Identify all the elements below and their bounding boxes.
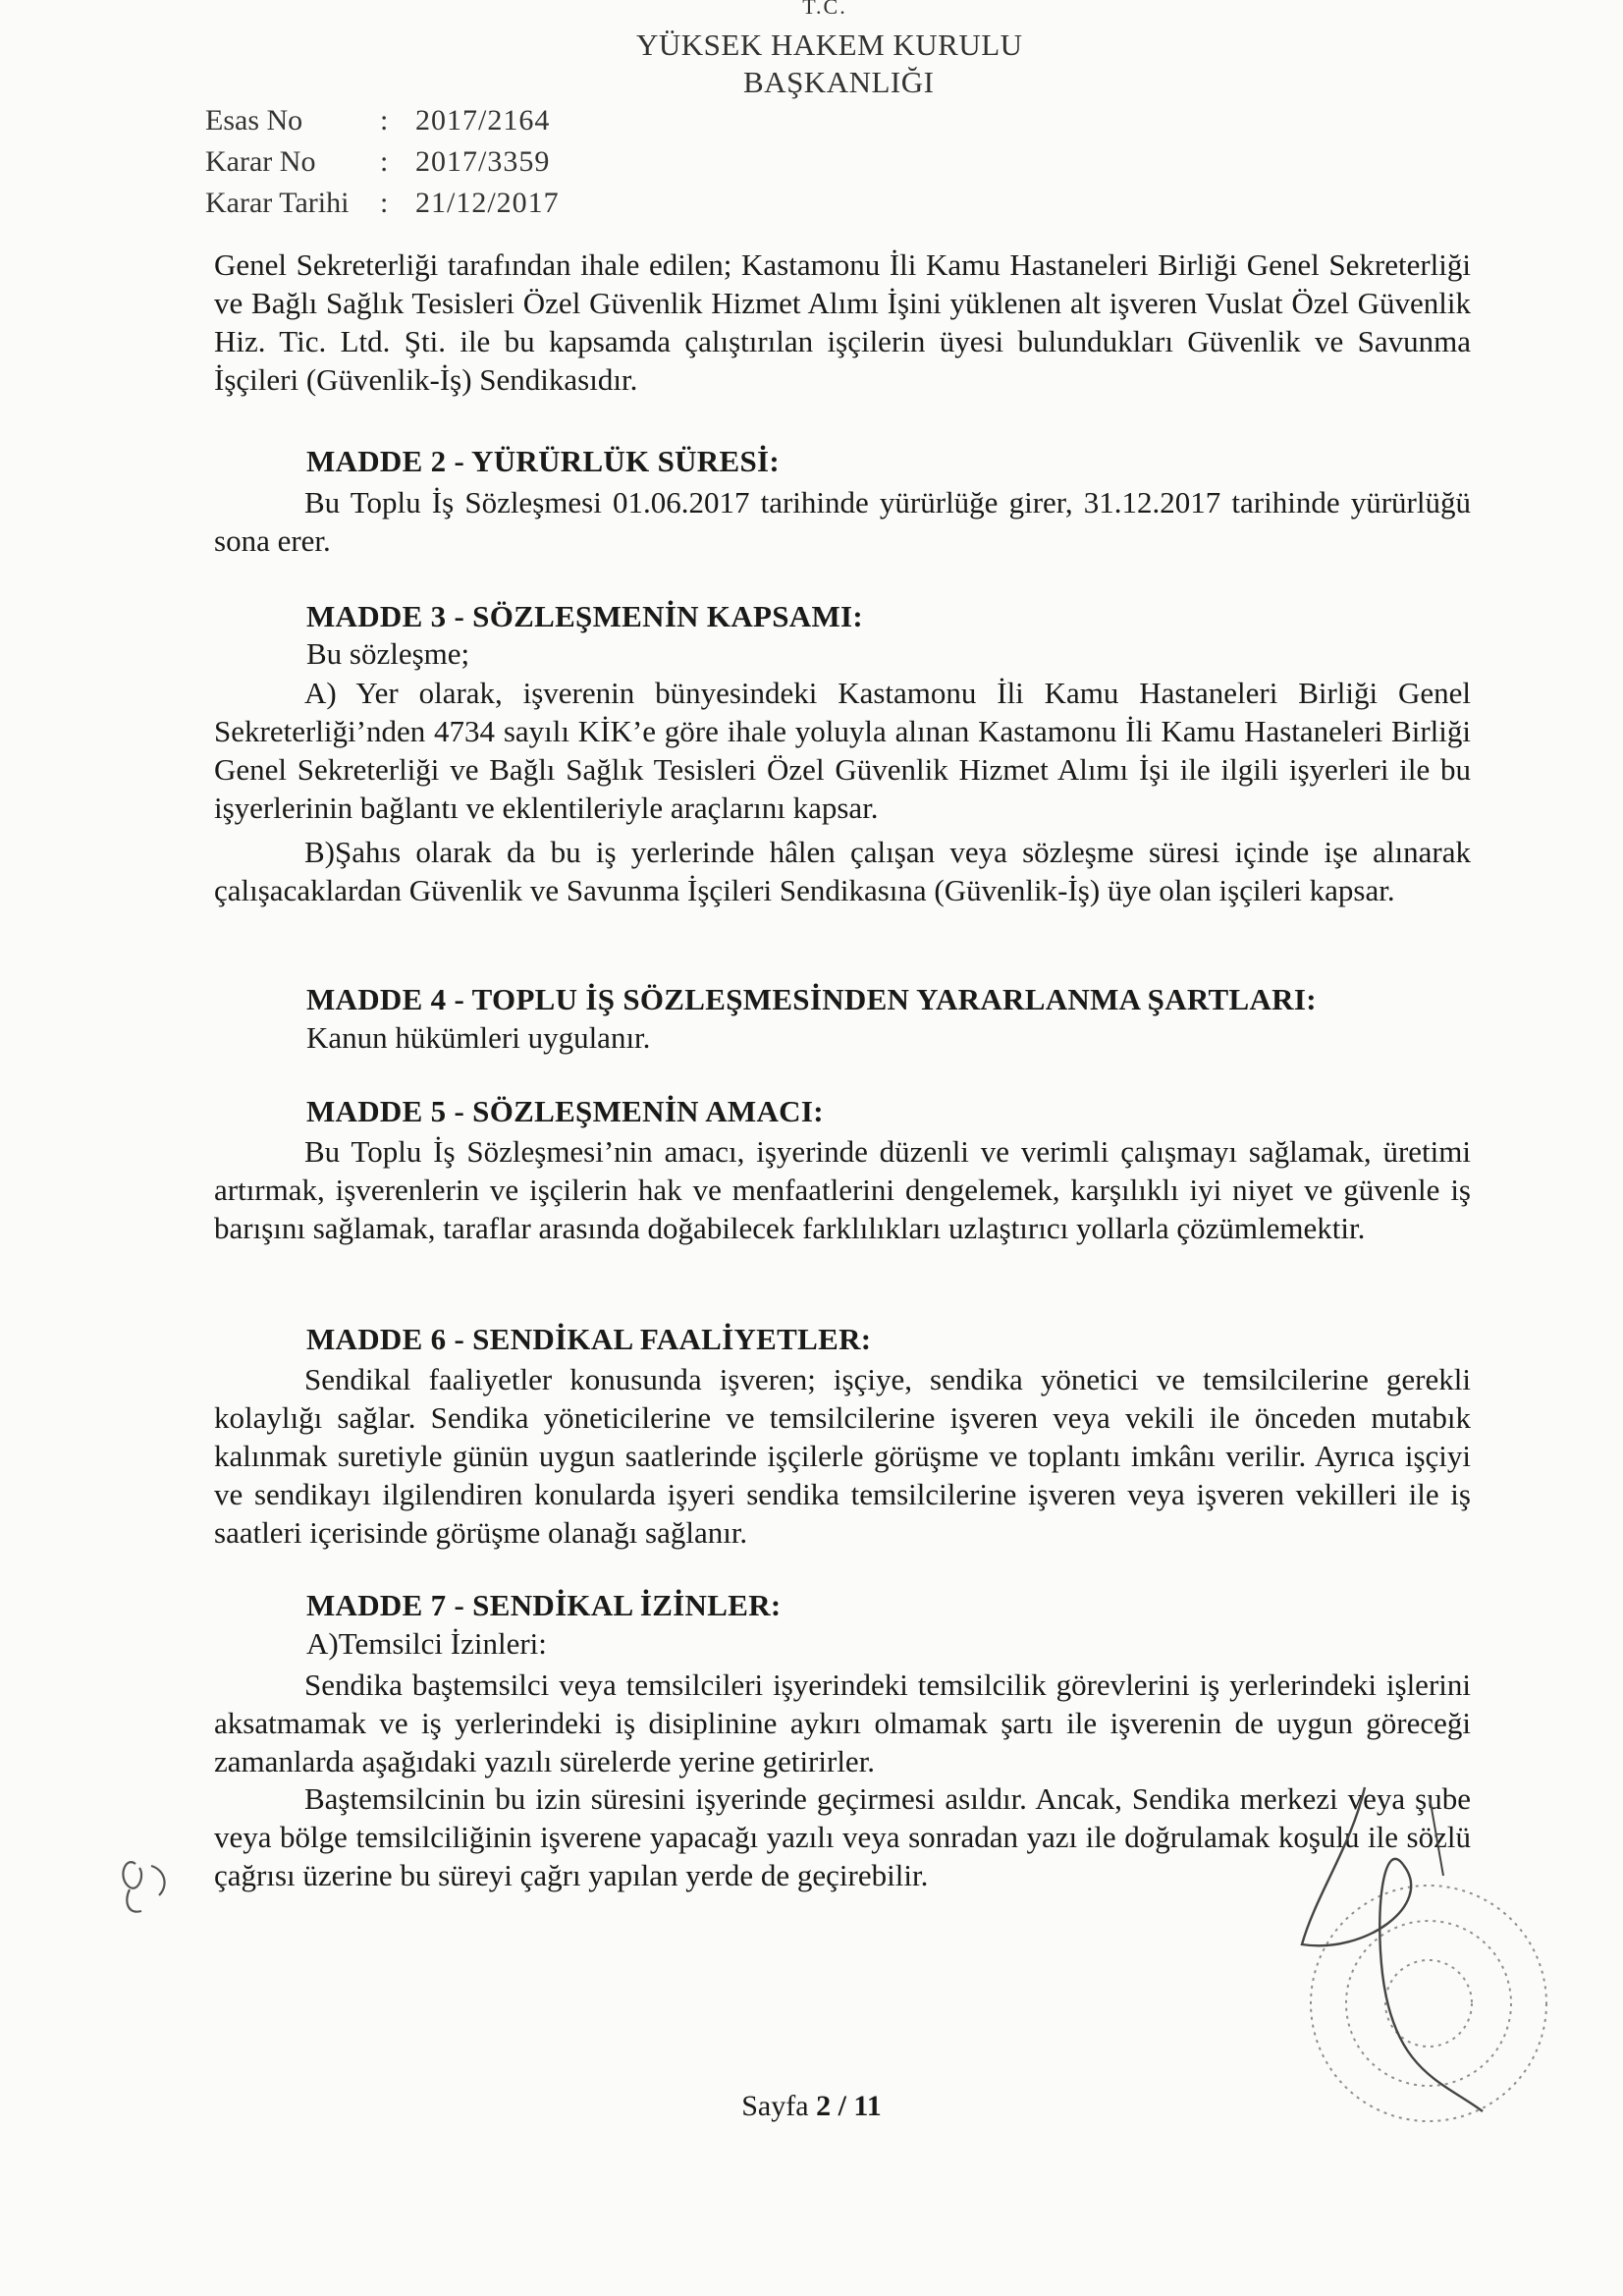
karar-label: Karar No bbox=[205, 145, 316, 178]
separator: : bbox=[380, 145, 389, 178]
madde-4-heading: MADDE 4 - TOPLU İŞ SÖZLEŞMESİNDEN YARARLANMA ŞARTLARI: bbox=[306, 982, 1317, 1016]
karar-row bbox=[205, 141, 560, 183]
esas-value: 2017/2164 bbox=[415, 104, 551, 137]
madde-3-lead: Bu sözleşme; bbox=[306, 636, 470, 671]
madde-3-heading: MADDE 3 - SÖZLEŞMENİN KAPSAMI: bbox=[306, 599, 864, 633]
intro-paragraph: Genel Sekreterliği tarafından ihale edilen; Kastamonu İli Kamu Hastaneleri Birliği Genel Sekreterliği ve Bağlı Sağlık Tesisleri Özel Güvenlik Hizmet Alımı İşini yüklenen alt işveren Vuslat Özel Güvenlik Hiz. Tic. Ltd. Şti. ile bu kapsamda çalıştırılan işçilerin üyesi bulundukları Güvenlik ve Savunma İşçileri (Güvenlik-İş) Sendikasıdır. bbox=[214, 247, 1471, 397]
madde-7-sub: A)Temsilci İzinleri: bbox=[306, 1626, 547, 1661]
decision-meta bbox=[205, 100, 560, 224]
institution-department: BAŞKANLIĞI bbox=[743, 65, 935, 99]
separator: : bbox=[380, 187, 389, 219]
karar-value: 2017/3359 bbox=[415, 145, 551, 178]
madde-7-paragraph-1: Sendika baştemsilci veya temsilcileri işyerindeki temsilcilik görevlerini iş yerlerindeki işlerini aksatmamak ve iş yerlerindeki iş disiplinine aykırı olmamak şartı ile işverenin de uygun göreceği zamanlarda aşağıdaki yazılı sürelerde yerine getirirler. bbox=[214, 1667, 1471, 1778]
tarih-row bbox=[205, 183, 560, 224]
page-number-prefix: Sayfa bbox=[741, 2090, 817, 2122]
madde-3-clause-a: A) Yer olarak, işverenin bünyesindeki Kastamonu İli Kamu Hastaneleri Birliği Genel Sekreterliği’nden 4734 sayılı KİK’e göre ihale yoluyla alınan Kastamonu İli Kamu Hastaneleri Birliği Genel Sekreterliği ve Bağlı Sağlık Tesisleri Özel Güvenlik Hizmet Alımı İşi ile ilgili işyerleri ile bu işyerlerinin bağlantı ve eklentileriyle araçlarını kapsar. bbox=[214, 676, 1471, 825]
header-top-fragment: T.C. bbox=[802, 0, 847, 14]
madde-6-text: Sendikal faaliyetler konusunda işveren; işçiye, sendika yönetici ve temsilcilerine gerekli kolaylığı sağlar. Sendika yöneticilerine ve temsilcilerine işveren veya vekili ile önceden mutabık kalınmak suretiyle günün uygun saatlerinde işçilerle görüşme ve toplantı imkânı verilir. Ayrıca işçiyi ve sendikayı ilgilendiren konularda işyeri sendika temsilcilerine işveren veya işveren vekilleri ile iş saatleri içerisinde görüşme olanağı sağlanır. bbox=[214, 1362, 1471, 1550]
madde-5-heading: MADDE 5 - SÖZLEŞMENİN AMACI: bbox=[306, 1094, 824, 1128]
madde-4-text: Kanun hükümleri uygulanır. bbox=[306, 1020, 651, 1055]
tarih-value: 21/12/2017 bbox=[415, 187, 560, 219]
madde-2-heading: MADDE 2 - YÜRÜRLÜK SÜRESİ: bbox=[306, 444, 781, 478]
madde-7-paragraph-2: Baştemsilcinin bu izin süresini işyerinde geçirmesi asıldır. Ancak, Sendika merkezi veya şube veya bölge temsilciliğinin işverene yapacağı yazılı veya sonradan yazı ile doğrulamak koşulu ile sözlü çağrısı üzerine bu süreyi çağrı yapılan yerde de geçirebilir. bbox=[214, 1781, 1471, 1892]
institution-name: YÜKSEK HAKEM KURULU bbox=[636, 27, 1023, 62]
madde-6-heading: MADDE 6 - SENDİKAL FAALİYETLER: bbox=[306, 1322, 872, 1356]
separator: : bbox=[380, 104, 389, 137]
madde-3-clause-b: B)Şahıs olarak da bu iş yerlerinde hâlen çalışan veya sözleşme süresi içinde işe alınarak çalışacaklardan Güvenlik ve Savunma İşçileri Sendikasına (Güvenlik-İş) üye olan işçileri kapsar. bbox=[214, 835, 1471, 907]
handwritten-initial bbox=[116, 1846, 185, 1925]
tarih-label: Karar Tarihi bbox=[205, 187, 350, 219]
madde-2-text: Bu Toplu İş Sözleşmesi 01.06.2017 tarihinde yürürlüğe girer, 31.12.2017 tarihinde yürürlüğü sona erer. bbox=[214, 485, 1471, 558]
esas-label: Esas No bbox=[205, 104, 303, 137]
esas-row bbox=[205, 100, 560, 141]
madde-5-text: Bu Toplu İş Sözleşmesi’nin amacı, işyerinde düzenli ve verimli çalışmayı sağlamak, üretimi artırmak, işverenlerin ve işçilerin hak ve menfaatlerini dengelemek, karşılıklı iyi niyet ve güvenle iş barışını sağlamak, taraflar arasında doğabilecek farklılıkları uzlaştırıcı yollarla çözümlemektir. bbox=[214, 1134, 1471, 1245]
page-number-value: 2 / 11 bbox=[816, 2090, 882, 2122]
madde-7-heading: MADDE 7 - SENDİKAL İZİNLER: bbox=[306, 1588, 782, 1622]
page-number bbox=[0, 2090, 1623, 2123]
